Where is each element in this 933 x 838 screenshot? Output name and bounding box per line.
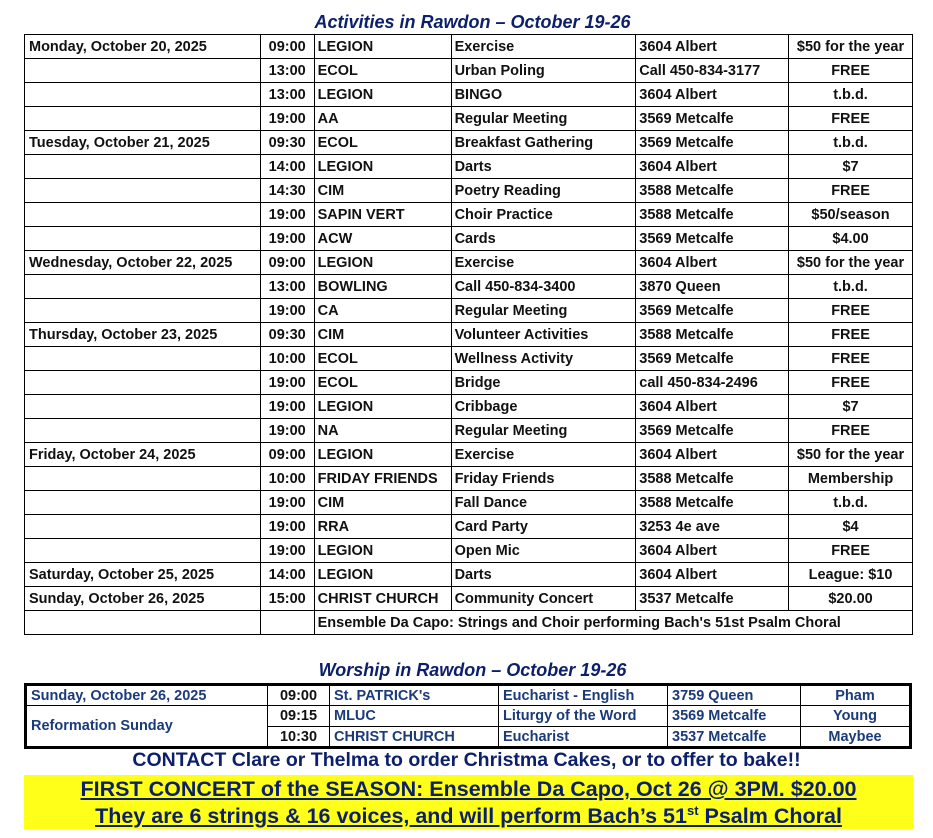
activity-name: Darts [451, 563, 636, 587]
activity-row [25, 179, 913, 203]
activity-name: Poetry Reading [451, 179, 636, 203]
activity-cost: $4 [789, 515, 913, 539]
activity-row [25, 227, 913, 251]
activity-cost: $4.00 [789, 227, 913, 251]
activity-cost: $20.00 [789, 587, 913, 611]
activity-location: Call 450-834-3177 [636, 59, 789, 83]
worship-officiant: Maybee [801, 727, 911, 748]
activity-organizer: FRIDAY FRIENDS [314, 467, 451, 491]
worship-time: 09:00 [268, 685, 330, 706]
worship-address: 3759 Queen [668, 685, 801, 706]
activity-date [25, 227, 261, 251]
activity-location: 3569 Metcalfe [636, 227, 789, 251]
activity-time: 19:00 [260, 203, 314, 227]
worship-officiant: Pham [801, 685, 911, 706]
activity-time: 14:30 [260, 179, 314, 203]
activity-name: Open Mic [451, 539, 636, 563]
activity-row [25, 131, 913, 155]
activity-location: 3588 Metcalfe [636, 467, 789, 491]
activity-name: Wellness Activity [451, 347, 636, 371]
activity-note-row [25, 611, 913, 635]
activity-time: 19:00 [260, 299, 314, 323]
activity-cost: Membership [789, 467, 913, 491]
activity-time: 19:00 [260, 371, 314, 395]
activity-date: Sunday, October 26, 2025 [25, 587, 261, 611]
activity-name: Cribbage [451, 395, 636, 419]
activity-date [25, 107, 261, 131]
activity-row [25, 155, 913, 179]
activities-table [24, 34, 913, 635]
activity-row [25, 35, 913, 59]
activity-name: Darts [451, 155, 636, 179]
activity-cost: t.b.d. [789, 275, 913, 299]
contact-notice: CONTACT Clare or Thelma to order Christma Cakes, or to offer to bake!! [132, 749, 801, 771]
activity-row [25, 83, 913, 107]
activity-location: 3604 Albert [636, 539, 789, 563]
activity-date: Monday, October 20, 2025 [25, 35, 261, 59]
activity-time: 19:00 [260, 419, 314, 443]
activity-time: 19:00 [260, 515, 314, 539]
activity-time: 14:00 [260, 563, 314, 587]
concert-banner: FIRST CONCERT of the SEASON: Ensemble Da Capo, Oct 26 @ 3PM. $20.00 [24, 775, 913, 802]
activity-location: 3604 Albert [636, 395, 789, 419]
activity-row [25, 299, 913, 323]
activity-cost: FREE [789, 299, 913, 323]
activity-organizer: LEGION [314, 539, 451, 563]
worship-occasion: Reformation Sunday [26, 706, 268, 748]
activity-date [25, 371, 261, 395]
activity-organizer: LEGION [314, 395, 451, 419]
activity-name: Community Concert [451, 587, 636, 611]
worship-table [24, 683, 912, 749]
worship-church: MLUC [330, 706, 499, 727]
activity-organizer: NA [314, 419, 451, 443]
activity-organizer: BOWLING [314, 275, 451, 299]
activity-location: 3588 Metcalfe [636, 203, 789, 227]
activity-time: 09:00 [260, 35, 314, 59]
activity-organizer: CHRIST CHURCH [314, 587, 451, 611]
activity-cost: $50 for the year [789, 35, 913, 59]
activity-location: 3569 Metcalfe [636, 347, 789, 371]
worship-row [26, 685, 911, 706]
activity-location: 3588 Metcalfe [636, 323, 789, 347]
activity-name: Exercise [451, 35, 636, 59]
activity-cost: $50/season [789, 203, 913, 227]
activity-location: 3604 Albert [636, 251, 789, 275]
activity-row [25, 107, 913, 131]
activity-time: 14:00 [260, 155, 314, 179]
worship-church: St. PATRICK's [330, 685, 499, 706]
activity-name: Urban Poling [451, 59, 636, 83]
activity-date [25, 467, 261, 491]
activity-location: 3588 Metcalfe [636, 179, 789, 203]
activity-location: 3253 4e ave [636, 515, 789, 539]
activity-date: Wednesday, October 22, 2025 [25, 251, 261, 275]
activity-row [25, 467, 913, 491]
activity-cost: FREE [789, 371, 913, 395]
activity-organizer: LEGION [314, 563, 451, 587]
activity-organizer: CIM [314, 179, 451, 203]
concert-details-end: Psalm Choral [698, 804, 842, 828]
activity-row [25, 491, 913, 515]
activity-cost: FREE [789, 59, 913, 83]
activity-time: 19:00 [260, 395, 314, 419]
worship-date: Sunday, October 26, 2025 [26, 685, 268, 706]
concert-details-banner [24, 802, 913, 829]
activity-organizer: CIM [314, 491, 451, 515]
activity-time: 09:00 [260, 251, 314, 275]
activity-organizer: AA [314, 107, 451, 131]
activity-date [25, 539, 261, 563]
activity-row [25, 515, 913, 539]
activity-row [25, 443, 913, 467]
worship-title: Worship in Rawdon – October 19-26 [318, 660, 627, 680]
activity-time: 10:00 [260, 347, 314, 371]
activity-date: Saturday, October 25, 2025 [25, 563, 261, 587]
activity-cost: FREE [789, 323, 913, 347]
activity-name: Regular Meeting [451, 419, 636, 443]
activity-location: 3870 Queen [636, 275, 789, 299]
activity-date: Friday, October 24, 2025 [25, 443, 261, 467]
worship-service: Eucharist [499, 727, 668, 748]
activity-cost: $7 [789, 155, 913, 179]
activity-organizer: RRA [314, 515, 451, 539]
activity-time: 09:30 [260, 131, 314, 155]
activity-organizer: ACW [314, 227, 451, 251]
activity-location: 3569 Metcalfe [636, 419, 789, 443]
activity-organizer: LEGION [314, 83, 451, 107]
activity-row [25, 203, 913, 227]
activity-organizer: CIM [314, 323, 451, 347]
activity-cost: FREE [789, 539, 913, 563]
activity-name: Regular Meeting [451, 299, 636, 323]
activity-organizer: ECOL [314, 59, 451, 83]
activity-row [25, 539, 913, 563]
activity-date [25, 83, 261, 107]
activity-cost: FREE [789, 107, 913, 131]
worship-service: Eucharist - English [499, 685, 668, 706]
activity-name: BINGO [451, 83, 636, 107]
activity-date [25, 347, 261, 371]
activity-organizer: SAPIN VERT [314, 203, 451, 227]
worship-time: 09:15 [268, 706, 330, 727]
activity-time: 19:00 [260, 227, 314, 251]
activity-time: 13:00 [260, 83, 314, 107]
activity-row [25, 59, 913, 83]
activity-organizer: LEGION [314, 155, 451, 179]
activity-date [25, 179, 261, 203]
activity-row [25, 251, 913, 275]
activity-location: 3604 Albert [636, 443, 789, 467]
activity-time: 09:00 [260, 443, 314, 467]
activity-organizer: LEGION [314, 35, 451, 59]
activity-date [25, 395, 261, 419]
activity-cost: t.b.d. [789, 131, 913, 155]
worship-service: Liturgy of the Word [499, 706, 668, 727]
activity-time: 09:30 [260, 323, 314, 347]
activity-name: Exercise [451, 251, 636, 275]
activity-organizer: ECOL [314, 371, 451, 395]
activity-row [25, 563, 913, 587]
activity-name: Cards [451, 227, 636, 251]
worship-church: CHRIST CHURCH [330, 727, 499, 748]
activity-date [25, 155, 261, 179]
activity-date [25, 419, 261, 443]
activity-date: Thursday, October 23, 2025 [25, 323, 261, 347]
activity-name: Exercise [451, 443, 636, 467]
activity-row [25, 587, 913, 611]
activity-location: 3588 Metcalfe [636, 491, 789, 515]
activity-row [25, 323, 913, 347]
worship-row [26, 706, 911, 727]
activity-time: 13:00 [260, 59, 314, 83]
activity-organizer: ECOL [314, 347, 451, 371]
activity-organizer: LEGION [314, 443, 451, 467]
activity-location: 3604 Albert [636, 563, 789, 587]
activity-name: Card Party [451, 515, 636, 539]
activity-time: 19:00 [260, 539, 314, 563]
activity-name: Regular Meeting [451, 107, 636, 131]
activity-time: 19:00 [260, 107, 314, 131]
activity-location: 3604 Albert [636, 35, 789, 59]
activities-title: Activities in Rawdon – October 19-26 [314, 12, 631, 32]
activity-cost: $50 for the year [789, 443, 913, 467]
activity-date [25, 491, 261, 515]
activity-time: 15:00 [260, 587, 314, 611]
activity-time: 10:00 [260, 467, 314, 491]
activity-date: Tuesday, October 21, 2025 [25, 131, 261, 155]
activity-location: 3569 Metcalfe [636, 131, 789, 155]
activity-location: 3604 Albert [636, 83, 789, 107]
activity-date [25, 275, 261, 299]
activity-cost: $50 for the year [789, 251, 913, 275]
activity-date [25, 59, 261, 83]
activity-cost: FREE [789, 419, 913, 443]
activity-cost: t.b.d. [789, 83, 913, 107]
concert-details-text: They are 6 strings & 16 voices, and will perform Bach’s 51 [95, 804, 687, 828]
activity-row [25, 419, 913, 443]
activity-date [25, 203, 261, 227]
activity-location: 3569 Metcalfe [636, 107, 789, 131]
worship-time: 10:30 [268, 727, 330, 748]
note-spacer [260, 611, 314, 635]
activity-cost: t.b.d. [789, 491, 913, 515]
activity-cost: League: $10 [789, 563, 913, 587]
activity-cost: FREE [789, 179, 913, 203]
activity-time: 13:00 [260, 275, 314, 299]
activity-location: 3569 Metcalfe [636, 299, 789, 323]
activity-row [25, 347, 913, 371]
worship-officiant: Young [801, 706, 911, 727]
activity-name: Breakfast Gathering [451, 131, 636, 155]
activity-name: Bridge [451, 371, 636, 395]
activity-location: call 450-834-2496 [636, 371, 789, 395]
activity-name: Call 450-834-3400 [451, 275, 636, 299]
note-spacer [25, 611, 261, 635]
worship-address: 3537 Metcalfe [668, 727, 801, 748]
activity-name: Friday Friends [451, 467, 636, 491]
activity-time: 19:00 [260, 491, 314, 515]
activity-name: Volunteer Activities [451, 323, 636, 347]
activity-organizer: ECOL [314, 131, 451, 155]
activity-cost: $7 [789, 395, 913, 419]
activity-date [25, 515, 261, 539]
worship-address: 3569 Metcalfe [668, 706, 801, 727]
activity-row [25, 275, 913, 299]
activity-location: 3604 Albert [636, 155, 789, 179]
concert-note: Ensemble Da Capo: Strings and Choir performing Bach's 51st Psalm Choral [314, 611, 912, 635]
activity-row [25, 371, 913, 395]
activity-organizer: LEGION [314, 251, 451, 275]
activity-organizer: CA [314, 299, 451, 323]
ordinal-suffix: st [686, 802, 699, 818]
activity-name: Fall Dance [451, 491, 636, 515]
activity-cost: FREE [789, 347, 913, 371]
activity-name: Choir Practice [451, 203, 636, 227]
activity-row [25, 395, 913, 419]
activity-date [25, 299, 261, 323]
activity-location: 3537 Metcalfe [636, 587, 789, 611]
